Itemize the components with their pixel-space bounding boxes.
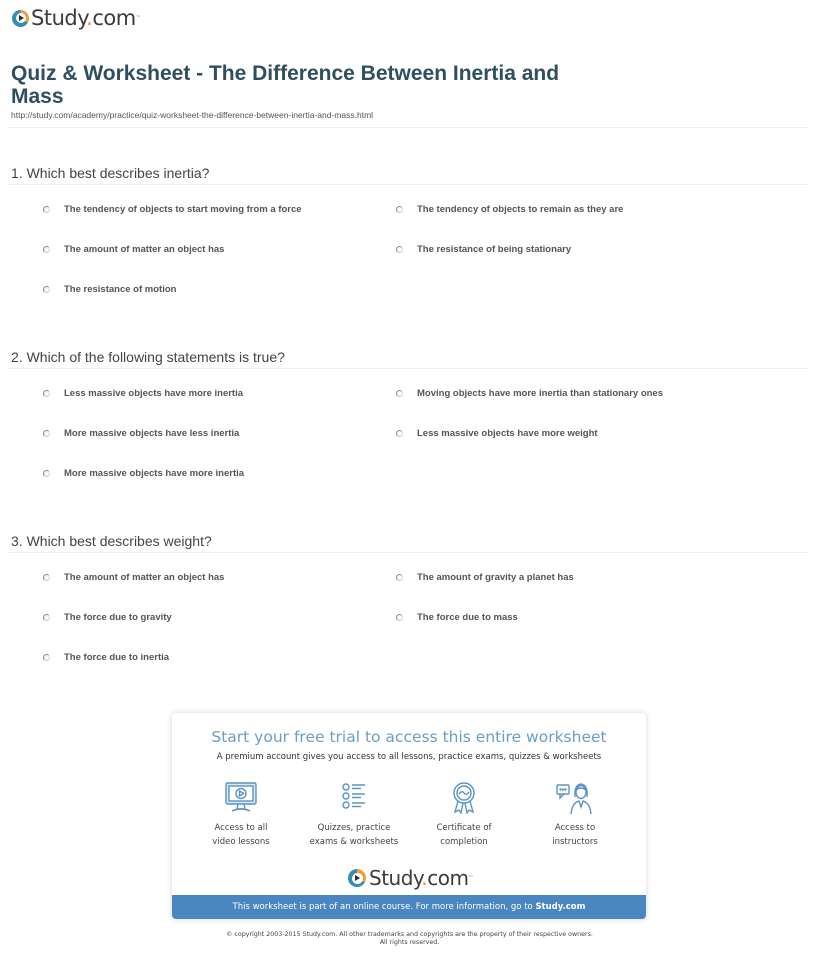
radio-button[interactable] bbox=[43, 614, 50, 621]
q1-option-e[interactable]: The resistance of motion bbox=[43, 284, 176, 295]
feature-video-lessons bbox=[186, 781, 296, 849]
study-com-link[interactable]: Study.com bbox=[535, 902, 586, 912]
study-logo[interactable] bbox=[12, 6, 140, 30]
q1-option-b[interactable]: The tendency of objects to remain as they are bbox=[396, 204, 623, 215]
radio-button[interactable] bbox=[396, 574, 403, 581]
radio-button[interactable] bbox=[43, 574, 50, 581]
q3-option-e[interactable]: The force due to inertia bbox=[43, 652, 169, 663]
quiz-list-icon bbox=[336, 781, 372, 815]
divider bbox=[8, 127, 807, 128]
free-trial-promo bbox=[172, 713, 646, 919]
feature-label: Access to all video lessons bbox=[212, 823, 270, 847]
q1-option-c[interactable]: The amount of matter an object has bbox=[43, 244, 224, 255]
question-3: 3. Which best describes weight? bbox=[11, 533, 212, 549]
q3-option-a[interactable]: The amount of matter an object has bbox=[43, 572, 224, 583]
course-info-banner: This worksheet is part of an online course. For more information, go to Study.com bbox=[172, 895, 646, 919]
feature-certificate bbox=[409, 781, 519, 849]
q2-option-b[interactable]: Moving objects have more inertia than stationary ones bbox=[396, 388, 663, 399]
radio-button[interactable] bbox=[396, 390, 403, 397]
q2-option-d[interactable]: Less massive objects have more weight bbox=[396, 428, 598, 439]
radio-button[interactable] bbox=[43, 246, 50, 253]
logo-wordmark: Study.com™ bbox=[31, 6, 141, 30]
promo-subtitle: A premium account gives you access to all lessons, practice exams, quizzes & worksheets bbox=[216, 752, 602, 762]
q2-option-a[interactable]: Less massive objects have more inertia bbox=[43, 388, 243, 399]
question-1: 1. Which best describes inertia? bbox=[11, 165, 210, 181]
radio-button[interactable] bbox=[43, 206, 50, 213]
radio-button[interactable] bbox=[396, 246, 403, 253]
q1-option-d[interactable]: The resistance of being stationary bbox=[396, 244, 571, 255]
certificate-ribbon-icon bbox=[446, 781, 482, 815]
q3-option-c[interactable]: The force due to gravity bbox=[43, 612, 172, 623]
radio-button[interactable] bbox=[43, 390, 50, 397]
q3-option-b[interactable]: The amount of gravity a planet has bbox=[396, 572, 574, 583]
instructor-chat-icon bbox=[555, 781, 595, 815]
page-title: Quiz & Worksheet - The Difference Between Inertia and Mass bbox=[11, 62, 560, 108]
copyright-footer: © copyright 2003-2015 Study.com. All other trademarks and copyrights are the property of their respective owners. All rights reserved. bbox=[226, 931, 593, 946]
divider bbox=[8, 368, 807, 369]
logo-wordmark: Study.com™ bbox=[369, 866, 473, 890]
q2-option-e[interactable]: More massive objects have more inertia bbox=[43, 468, 244, 479]
feature-instructors bbox=[520, 781, 630, 849]
divider bbox=[8, 184, 807, 185]
divider bbox=[8, 552, 807, 553]
study-logo-promo[interactable] bbox=[348, 866, 473, 890]
feature-label: Access to instructors bbox=[552, 823, 598, 847]
question-2: 2. Which of the following statements is true? bbox=[11, 349, 285, 365]
radio-button[interactable] bbox=[396, 614, 403, 621]
play-logo-icon bbox=[348, 869, 366, 887]
page-url: http://study.com/academy/practice/quiz-worksheet-the-difference-between-inertia-and-mass.html bbox=[11, 110, 374, 120]
q2-option-c[interactable]: More massive objects have less inertia bbox=[43, 428, 239, 439]
q3-option-d[interactable]: The force due to mass bbox=[396, 612, 518, 623]
q1-option-a[interactable]: The tendency of objects to start moving from a force bbox=[43, 204, 302, 215]
video-monitor-icon bbox=[223, 781, 259, 815]
radio-button[interactable] bbox=[43, 654, 50, 661]
radio-button[interactable] bbox=[43, 286, 50, 293]
radio-button[interactable] bbox=[396, 430, 403, 437]
radio-button[interactable] bbox=[43, 470, 50, 477]
radio-button[interactable] bbox=[396, 206, 403, 213]
feature-label: Certificate of completion bbox=[436, 823, 492, 847]
promo-title[interactable]: Start your free trial to access this entire worksheet bbox=[211, 728, 607, 746]
feature-label: Quizzes, practice exams & worksheets bbox=[309, 823, 399, 847]
feature-quizzes bbox=[299, 781, 409, 849]
radio-button[interactable] bbox=[43, 430, 50, 437]
play-logo-icon bbox=[12, 10, 29, 27]
